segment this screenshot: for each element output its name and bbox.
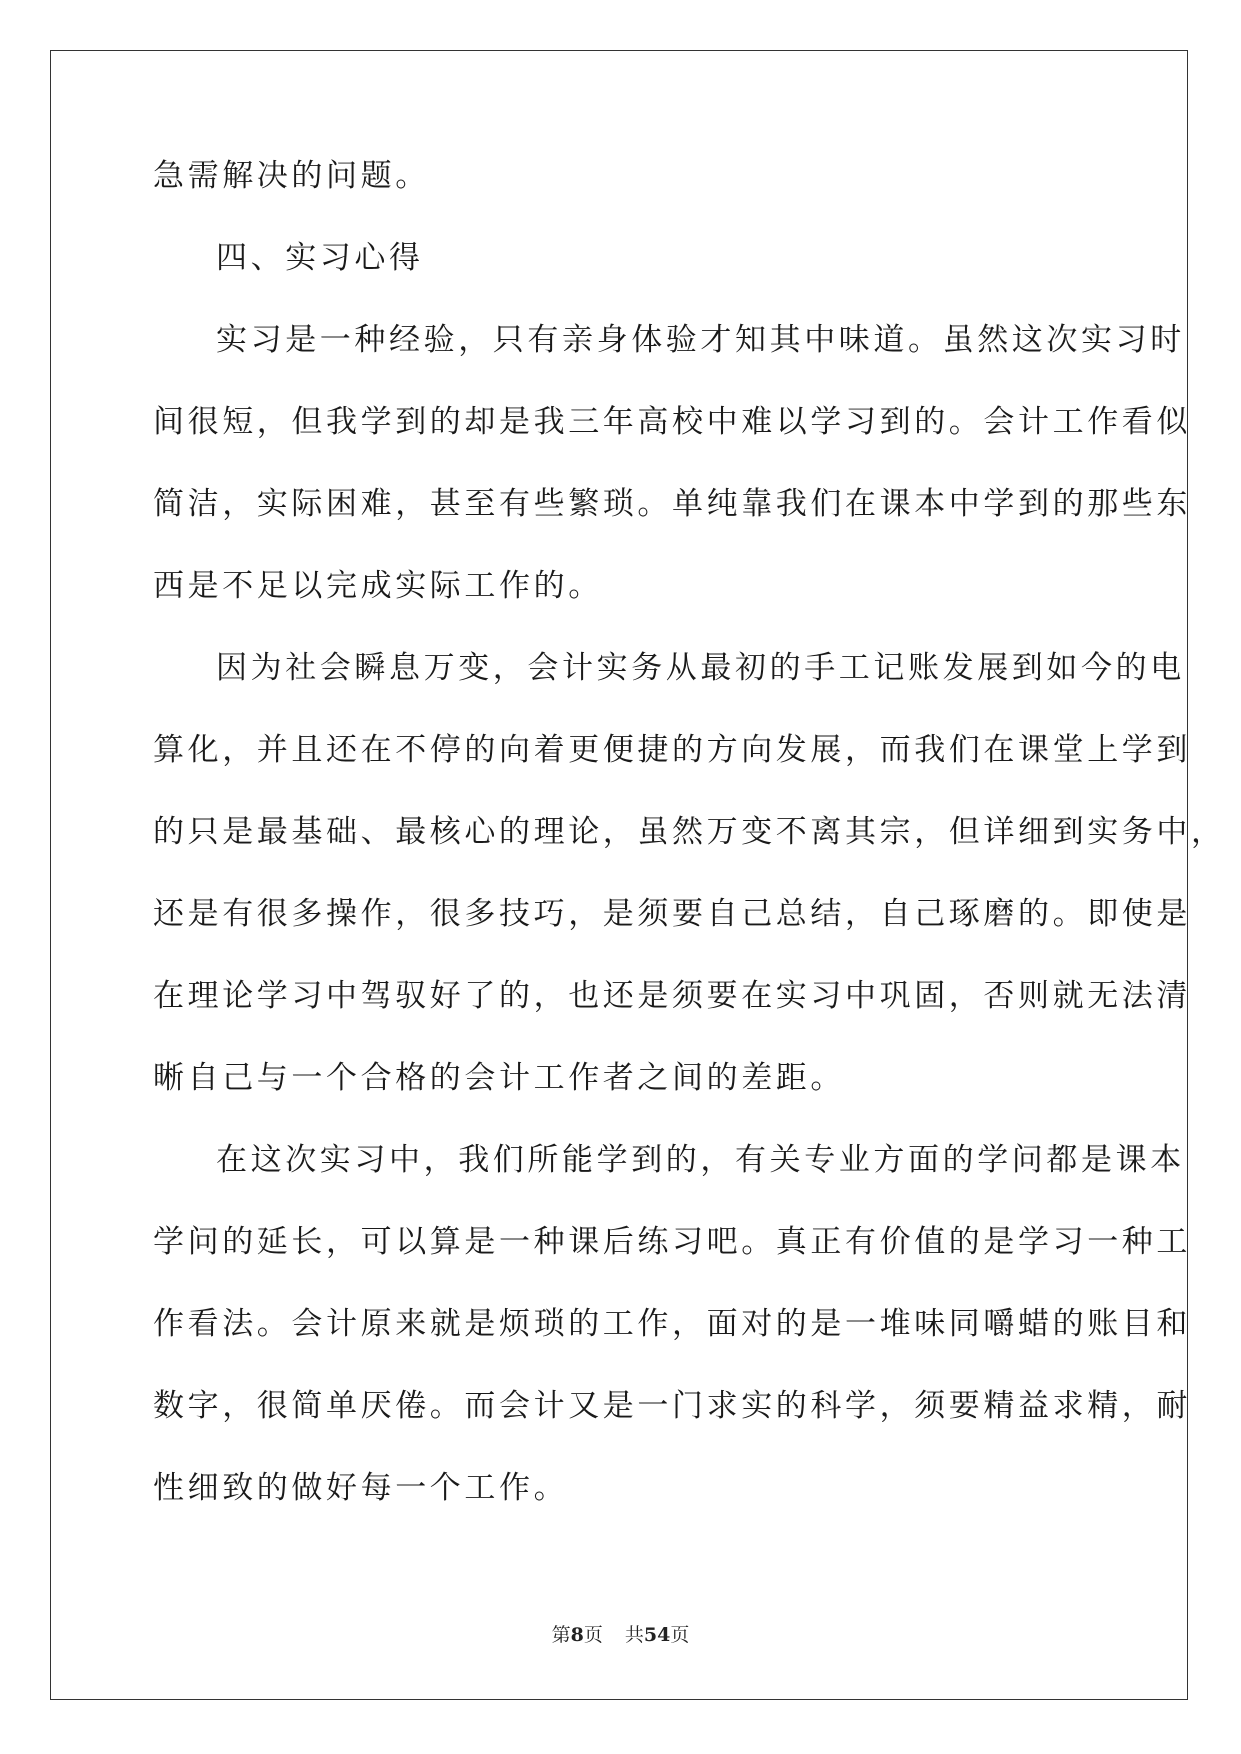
text-line: 还是有很多操作，很多技巧，是须要自己总结，自己琢磨的。即使是 xyxy=(153,896,1191,932)
text-line: 西是不足以完成实际工作的。 xyxy=(153,568,603,604)
text-line: 因为社会瞬息万变，会计实务从最初的手工记账发展到如今的电 xyxy=(216,650,1185,686)
page-suffix: 页 xyxy=(583,1624,603,1646)
total-pages: 54 xyxy=(643,1624,671,1646)
text-line: 急需解决的问题。 xyxy=(153,158,430,194)
text-line: 在理论学习中驾驭好了的，也还是须要在实习中巩固，否则就无法清 xyxy=(153,978,1191,1014)
text-line: 间很短，但我学到的却是我三年高校中难以学习到的。会计工作看似 xyxy=(153,404,1191,440)
text-line: 简洁，实际困难，甚至有些繁琐。单纯靠我们在课本中学到的那些东 xyxy=(153,486,1191,522)
text-line: 在这次实习中，我们所能学到的，有关专业方面的学问都是课本 xyxy=(216,1142,1185,1178)
page-footer xyxy=(0,1620,1241,1647)
document-body xyxy=(153,135,1226,1529)
section-heading: 四、实习心得 xyxy=(216,240,424,276)
page-number: 8 xyxy=(570,1624,584,1646)
total-prefix: 共 xyxy=(624,1624,644,1646)
text-line: 数字，很简单厌倦。而会计又是一门求实的科学，须要精益求精，耐 xyxy=(153,1388,1191,1424)
page-prefix: 第 xyxy=(551,1624,571,1646)
text-line: 学问的延长，可以算是一种课后练习吧。真正有价值的是学习一种工 xyxy=(153,1224,1191,1260)
total-suffix: 页 xyxy=(670,1624,690,1646)
text-line: 的只是最基础、最核心的理论，虽然万变不离其宗，但详细到实务中， xyxy=(153,814,1226,850)
text-line: 作看法。会计原来就是烦琐的工作，面对的是一堆味同嚼蜡的账目和 xyxy=(153,1306,1191,1342)
text-line: 算化，并且还在不停的向着更便捷的方向发展，而我们在课堂上学到 xyxy=(153,732,1191,768)
text-line: 性细致的做好每一个工作。 xyxy=(153,1470,569,1506)
text-line: 晰自己与一个合格的会计工作者之间的差距。 xyxy=(153,1060,845,1096)
text-line: 实习是一种经验，只有亲身体验才知其中味道。虽然这次实习时 xyxy=(216,322,1185,358)
